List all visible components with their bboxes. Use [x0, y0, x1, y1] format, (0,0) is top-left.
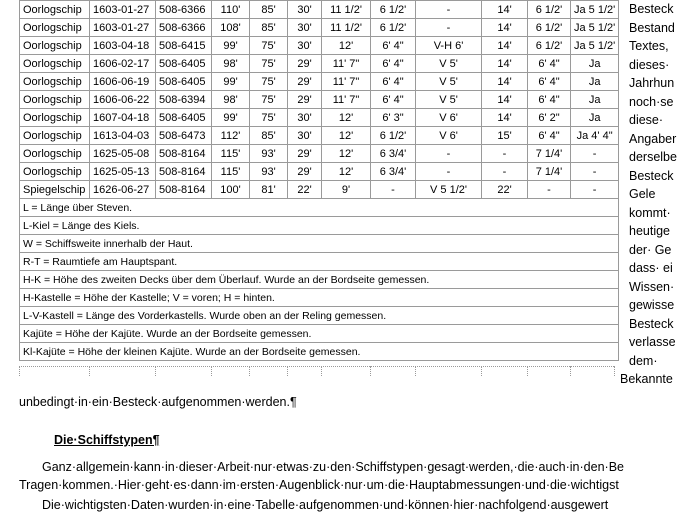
definition-row	[20, 307, 619, 325]
side-column-line: Wissen·	[629, 279, 675, 294]
table-cell: 12'	[322, 163, 371, 181]
table-cell: 508-8164	[156, 181, 212, 199]
table-cell: 1603-01-27	[90, 19, 156, 37]
table-cell: 11 1/2'	[322, 19, 371, 37]
definition-text: Kl-Kajüte = Höhe der kleinen Kajüte. Wurde an der Bordseite gemessen.	[20, 343, 619, 361]
table-cell: 115'	[212, 145, 250, 163]
table-cell: Oorlogschip	[20, 163, 90, 181]
table-cell: 6 1/2'	[528, 1, 571, 19]
table-grid-footer	[19, 366, 614, 376]
table-row	[20, 1, 619, 19]
table-cell: 508-6405	[156, 109, 212, 127]
table-cell: 6' 4"	[371, 37, 416, 55]
table-cell: 30'	[288, 37, 322, 55]
table-cell: 9'	[322, 181, 371, 199]
definition-text: H-Kastelle = Höhe der Kastelle; V = voren; H = hinten.	[20, 289, 619, 307]
definition-text: W = Schiffsweite innerhalb der Haut.	[20, 235, 619, 253]
table-cell: 115'	[212, 163, 250, 181]
table-cell: Ja	[571, 55, 619, 73]
definition-row	[20, 271, 619, 289]
definition-text: Kajüte = Höhe der Kajüte. Wurde an der Bordseite gemessen.	[20, 325, 619, 343]
table-row	[20, 181, 619, 199]
table-cell: 6' 3"	[371, 109, 416, 127]
side-column-line: Gele	[629, 187, 656, 201]
table-cell: Oorlogschip	[20, 19, 90, 37]
table-cell: 12'	[322, 109, 371, 127]
table-cell: 1607-04-18	[90, 109, 156, 127]
definition-row	[20, 325, 619, 343]
table-cell: 85'	[250, 1, 288, 19]
table-cell: 6 1/2'	[371, 127, 416, 145]
table-cell: 508-6473	[156, 127, 212, 145]
table-cell: 29'	[288, 163, 322, 181]
table-cell: 29'	[288, 73, 322, 91]
table-cell: 7 1/4'	[528, 145, 571, 163]
paragraph-line: Tragen·kommen.·Hier·geht·es·dann·im·ersten·Augenblick·nur·um·die·Hauptabmessungen·und·die·wichtigst	[19, 478, 619, 492]
table-cell: 6' 4"	[371, 55, 416, 73]
side-column-line: verlasse	[629, 335, 676, 349]
table-cell: -	[571, 163, 619, 181]
table-cell: 14'	[482, 1, 528, 19]
table-cell: 112'	[212, 127, 250, 145]
side-column-line: heutige	[629, 224, 671, 238]
definition-row	[20, 289, 619, 307]
table-row	[20, 145, 619, 163]
table-cell: 12'	[322, 127, 371, 145]
side-column-line: Bestand	[629, 20, 675, 35]
side-column-line: Besteck	[629, 2, 674, 16]
definition-text: L-V-Kastell = Länge des Vorderkastells. Wurde oben an der Reling gemessen.	[20, 307, 619, 325]
table-cell: V 5'	[416, 55, 482, 73]
table-cell: 1606-02-17	[90, 55, 156, 73]
paragraph-end-line: unbedingt·in·ein·Besteck·aufgenommen·werden.¶	[19, 395, 297, 409]
table-cell: Ja	[571, 91, 619, 109]
side-column-line: Besteck	[629, 168, 674, 183]
table-cell: 30'	[288, 109, 322, 127]
table-cell: 29'	[288, 55, 322, 73]
table-cell: 75'	[250, 73, 288, 91]
table-cell: 14'	[482, 73, 528, 91]
table-cell: 1603-04-18	[90, 37, 156, 55]
table-cell: 6 1/2'	[371, 1, 416, 19]
table-cell: 22'	[482, 181, 528, 199]
paragraph-line: Die·wichtigsten·Daten·wurden·in·eine·Tabelle·aufgenommen·und·können·hier·nachfolgend·ausgewert	[42, 498, 609, 512]
table-cell: 99'	[212, 73, 250, 91]
table-cell: 29'	[288, 91, 322, 109]
table-cell: Ja 4' 4"	[571, 127, 619, 145]
table-cell: 14'	[482, 109, 528, 127]
table-cell: V 5'	[416, 91, 482, 109]
table-cell: Oorlogschip	[20, 91, 90, 109]
table-cell: -	[416, 145, 482, 163]
table-cell: 6 3/4'	[371, 145, 416, 163]
table-cell: 508-8164	[156, 145, 212, 163]
table-cell: 14'	[482, 55, 528, 73]
side-column-line: derselbe	[629, 150, 677, 164]
table-cell: 6' 4"	[528, 127, 571, 145]
definition-row	[20, 217, 619, 235]
side-column-line: Angaber	[629, 131, 677, 146]
table-row	[20, 163, 619, 181]
table-cell: 6 1/2'	[528, 19, 571, 37]
table-cell: Oorlogschip	[20, 145, 90, 163]
definition-row	[20, 235, 619, 253]
table-cell: 6' 4"	[371, 73, 416, 91]
table-cell: 14'	[482, 37, 528, 55]
table-cell: 75'	[250, 37, 288, 55]
table-cell: -	[571, 181, 619, 199]
table-cell: 508-6415	[156, 37, 212, 55]
table-cell: 85'	[250, 19, 288, 37]
table-cell: -	[482, 145, 528, 163]
paragraph-line: Ganz·allgemein·kann·in·dieser·Arbeit·nur·etwas·zu·den·Schiffstypen·gesagt·werden,·die·auch·in·den·Be	[42, 460, 624, 474]
table-cell: 15'	[482, 127, 528, 145]
table-cell: 75'	[250, 109, 288, 127]
side-column-line: Jahrhun	[629, 76, 675, 90]
table-cell: Ja 5 1/2'	[571, 37, 619, 55]
table-cell: 11' 7"	[322, 55, 371, 73]
side-column-line: Bekannte	[620, 372, 673, 386]
table-cell: 1625-05-08	[90, 145, 156, 163]
table-cell: 93'	[250, 163, 288, 181]
table-cell: V 6'	[416, 109, 482, 127]
table-cell: 508-6366	[156, 1, 212, 19]
table-cell: 7 1/4'	[528, 163, 571, 181]
table-cell: 1603-01-27	[90, 1, 156, 19]
table-cell: -	[528, 181, 571, 199]
table-cell: 30'	[288, 127, 322, 145]
table-row	[20, 55, 619, 73]
table-cell: -	[416, 163, 482, 181]
definition-row	[20, 343, 619, 361]
table-cell: V 6'	[416, 127, 482, 145]
table-cell: 6 1/2'	[371, 19, 416, 37]
definition-row	[20, 199, 619, 217]
definition-text: R-T = Raumtiefe am Hauptspant.	[20, 253, 619, 271]
table-cell: 108'	[212, 19, 250, 37]
table-cell: Ja	[571, 109, 619, 127]
table-row	[20, 37, 619, 55]
table-cell: 14'	[482, 91, 528, 109]
table-cell: 508-6366	[156, 19, 212, 37]
table-cell: Ja	[571, 73, 619, 91]
definition-text: L-Kiel = Länge des Kiels.	[20, 217, 619, 235]
table-cell: 508-8164	[156, 163, 212, 181]
table-cell: 6' 4"	[528, 91, 571, 109]
table-cell: Oorlogschip	[20, 55, 90, 73]
table-cell: Oorlogschip	[20, 109, 90, 127]
side-column-line: der· Ge	[629, 242, 672, 257]
table-cell: 6' 4"	[371, 91, 416, 109]
table-cell: 99'	[212, 109, 250, 127]
table-cell: 98'	[212, 91, 250, 109]
table-cell: 6 3/4'	[371, 163, 416, 181]
section-heading: Die·Schiffstypen¶	[54, 433, 160, 447]
table-row	[20, 109, 619, 127]
side-column-line: diese·	[629, 113, 664, 127]
table-cell: 22'	[288, 181, 322, 199]
side-column-line: gewisse	[629, 298, 675, 312]
table-cell: 14'	[482, 19, 528, 37]
table-cell: 12'	[322, 145, 371, 163]
table-cell: 1625-05-13	[90, 163, 156, 181]
table-cell: V 5 1/2'	[416, 181, 482, 199]
table-cell: 75'	[250, 91, 288, 109]
side-column-line: dieses·	[629, 57, 670, 72]
table-cell: 100'	[212, 181, 250, 199]
table-cell: -	[482, 163, 528, 181]
table-cell: 98'	[212, 55, 250, 73]
side-column-line: kommt·	[629, 205, 671, 220]
table-row	[20, 91, 619, 109]
table-cell: 508-6405	[156, 55, 212, 73]
side-column-line: Textes,	[629, 39, 669, 53]
ship-dimensions-table	[19, 0, 619, 361]
table-cell: 85'	[250, 127, 288, 145]
table-row	[20, 19, 619, 37]
table-cell: 11' 7"	[322, 73, 371, 91]
table-cell: Ja 5 1/2'	[571, 1, 619, 19]
table-cell: -	[571, 145, 619, 163]
table-cell: 6' 2"	[528, 109, 571, 127]
table-cell: 30'	[288, 1, 322, 19]
table-cell: V 5'	[416, 73, 482, 91]
table-row	[20, 73, 619, 91]
table-cell: 93'	[250, 145, 288, 163]
definition-text: L = Länge über Steven.	[20, 199, 619, 217]
side-column-line: noch·se	[629, 94, 674, 109]
table-cell: 6' 4"	[528, 55, 571, 73]
table-cell: 75'	[250, 55, 288, 73]
table-cell: 30'	[288, 19, 322, 37]
table-cell: -	[371, 181, 416, 199]
table-cell: 110'	[212, 1, 250, 19]
table-cell: 12'	[322, 37, 371, 55]
definition-text: H-K = Höhe des zweiten Decks über dem Überlauf. Wurde an der Bordseite gemessen.	[20, 271, 619, 289]
table-cell: 508-6394	[156, 91, 212, 109]
table-cell: 11 1/2'	[322, 1, 371, 19]
table-cell: 508-6405	[156, 73, 212, 91]
table-cell: 6 1/2'	[528, 37, 571, 55]
table-cell: Oorlogschip	[20, 73, 90, 91]
table-cell: 6' 4"	[528, 73, 571, 91]
table-cell: Oorlogschip	[20, 127, 90, 145]
table-row	[20, 127, 619, 145]
table-cell: 1626-06-27	[90, 181, 156, 199]
table-cell: 99'	[212, 37, 250, 55]
table-cell: 1606-06-19	[90, 73, 156, 91]
side-column-line: dass· ei	[629, 261, 673, 275]
table-cell: -	[416, 1, 482, 19]
table-cell: Oorlogschip	[20, 1, 90, 19]
table-cell: Oorlogschip	[20, 37, 90, 55]
table-cell: Ja 5 1/2'	[571, 19, 619, 37]
table-cell: V-H 6'	[416, 37, 482, 55]
table-cell: 11' 7"	[322, 91, 371, 109]
table-cell: 1613-04-03	[90, 127, 156, 145]
side-column-line: dem·	[629, 353, 658, 368]
side-column-line: Besteck	[629, 316, 674, 331]
table-cell: 81'	[250, 181, 288, 199]
table-cell: 29'	[288, 145, 322, 163]
definition-row	[20, 253, 619, 271]
table-cell: 1606-06-22	[90, 91, 156, 109]
adjacent-text-column	[620, 0, 678, 389]
table-cell: Spiegelschip	[20, 181, 90, 199]
table-cell: -	[416, 19, 482, 37]
